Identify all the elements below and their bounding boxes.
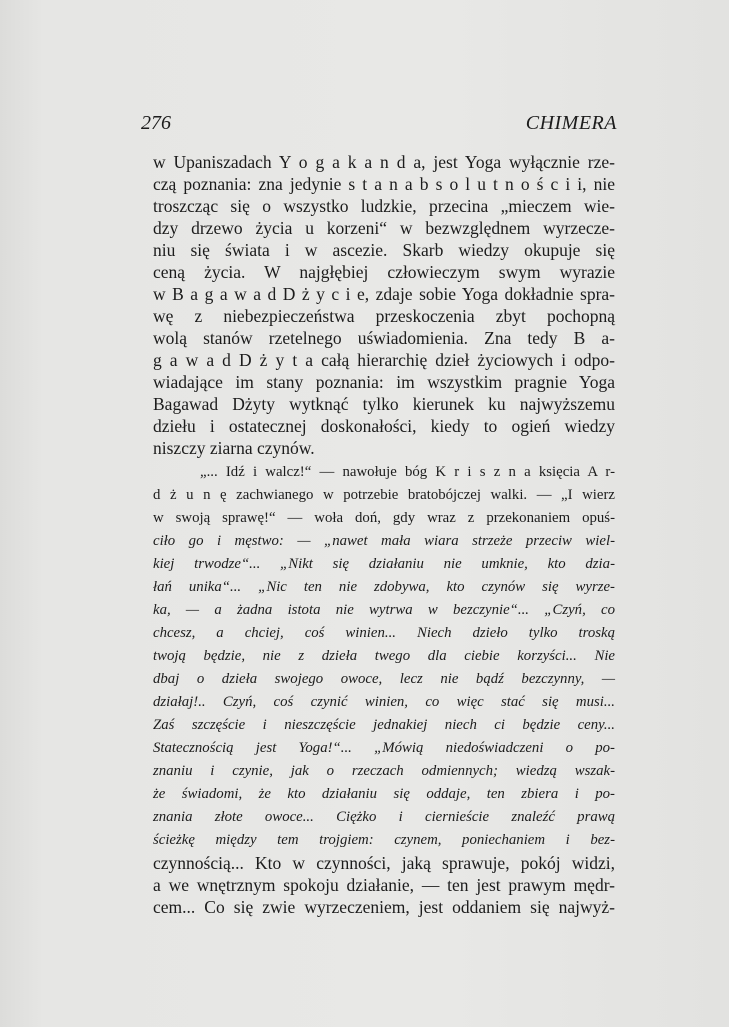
- quote-line: „... Idź i walcz!“ — nawołuje bóg K r i s z n a księcia A r-: [200, 464, 615, 480]
- quote-line: działaj!.. Czyń, coś czynić winien, co więc stać się musi...: [153, 694, 615, 710]
- quote-line: dbaj o dzieła swojego owoce, lecz nie bądź bezczynny, —: [153, 671, 615, 687]
- quote-line: Statecznością jest Yoga!“... „Mówią niedoświadczeni o po-: [153, 740, 615, 756]
- page-number: 276: [141, 112, 171, 134]
- quote-line: że świadomi, że kto działaniu się oddaje, ten zbiera i po-: [153, 786, 615, 802]
- text-line: a we wnętrznym spokoju działanie, — ten jest prawym mędr-: [153, 875, 615, 895]
- text-line: czynnością... Kto w czynności, jaką sprawuje, pokój widzi,: [153, 853, 615, 873]
- text-line: ceną życia. W najgłębiej człowieczym swym wyrazie: [153, 262, 615, 282]
- text-line: wiadające im stany poznania: im wszystkim pragnie Yoga: [153, 372, 615, 392]
- text-line: dzy drzewo życia u korzeni“ w bezwzględnem wyrzecze-: [153, 218, 615, 238]
- text-line: czą poznania: zna jedynie s t a n a b s o l u t n o ś c i i, nie: [153, 174, 615, 194]
- quote-line: w swoją sprawę!“ — woła doń, gdy wraz z przekonaniem opuś-: [153, 510, 615, 526]
- text-line: dziełu i ostatecznej doskonałości, kiedy to ogień wiedzy: [153, 416, 615, 436]
- text-line: niu się świata i w ascezie. Skarb wiedzy okupuje się: [153, 240, 615, 260]
- quote-line: znaniu i czynie, jak o rzeczach odmiennych; wiedzą wszak-: [153, 763, 615, 779]
- text-line: cem... Co się zwie wyrzeczeniem, jest oddaniem się najwyż-: [153, 897, 615, 917]
- quote-line: Zaś szczęście i nieszczęście jednakiej niech ci będzie ceny...: [153, 717, 615, 733]
- quote-line: d ż u n ę zachwianego w potrzebie bratobójczej walki. — „I wierz: [153, 487, 615, 503]
- text-line: troszcząc się o wszystko ludzkie, przecina „mieczem wie-: [153, 196, 615, 216]
- text-line: niszczy ziarna czynów.: [153, 438, 315, 458]
- quote-line: twoją będzie, nie z dzieła twego dla ciebie korzyści... Nie: [153, 648, 615, 664]
- text-line: w Upaniszadach Y o g a k a n d a, jest Yoga wyłącznie rze-: [153, 152, 615, 172]
- running-title: CHIMERA: [525, 112, 617, 134]
- text-line: g a w a d D ż y t a całą hierarchię dzieł życiowych i odpo-: [153, 350, 615, 370]
- quote-line: ciło go i męstwo: — „nawet mała wiara strzeże przeciw wiel-: [153, 533, 615, 549]
- text-line: Bagawad Dżyty wytknąć tylko kierunek ku najwyższemu: [153, 394, 615, 414]
- quote-line: łań unika“... „Nic ten nie zdobywa, kto czynów się wyrze-: [153, 579, 615, 595]
- text-line: w B a g a w a d D ż y c i e, zdaje sobie Yoga dokładnie spra-: [153, 284, 615, 304]
- quote-line: znania złote owoce... Ciężko i ciernieście znaleźć prawą: [153, 809, 615, 825]
- quote-line: ka, — a żadna istota nie wytrwa w bezczynie“... „Czyń, co: [153, 602, 615, 618]
- text-line: wę z niebezpieczeństwa przeskoczenia zbyt pochopną: [153, 306, 615, 326]
- text-line: wolą stanów rzetelnego uświadomienia. Zna tedy B a-: [153, 328, 615, 348]
- quote-line: ścieżkę między tem trojgiem: czynem, poniechaniem i bez-: [153, 832, 615, 848]
- quote-line: chcesz, a chciej, coś winien... Niech dzieło tylko troską: [153, 625, 615, 641]
- quote-line: kiej trwodze“... „Nikt się działaniu nie umknie, kto dzia-: [153, 556, 615, 572]
